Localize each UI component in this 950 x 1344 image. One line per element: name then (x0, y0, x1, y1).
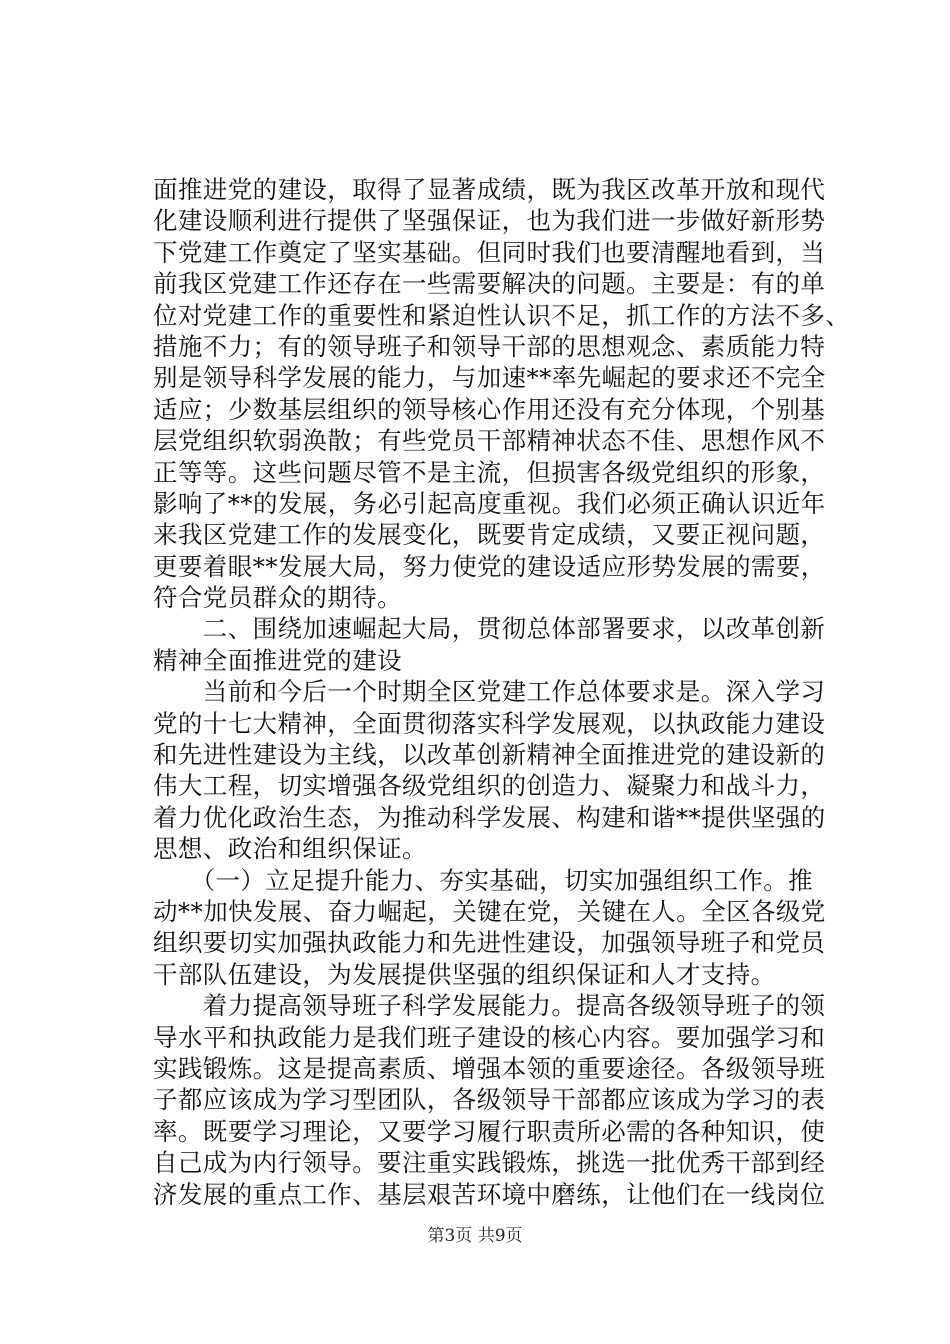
text-line: 正等等。这些问题尽管不是主流，但损害各级党组织的形象， (153, 457, 826, 487)
text-line: 更要着眼**发展大局，努力使党的建设适应形势发展的需要， (153, 551, 826, 581)
text-line: 适应；少数基层组织的领导核心作用还没有充分体现，个别基 (153, 394, 826, 424)
text-line: 济发展的重点工作、基层艰苦环境中磨练，让他们在一线岗位 (153, 1179, 826, 1209)
page-number-footer: 第3页 共9页 (427, 1226, 523, 1246)
text-line: 子都应该成为学习型团队，各级领导干部都应该成为学习的表 (153, 1085, 826, 1115)
text-line: 影响了**的发展，务必引起高度重视。我们必须正确认识近年 (153, 488, 826, 518)
text-line: 位对党建工作的重要性和紧迫性认识不足，抓工作的方法不多、 (153, 300, 851, 330)
text-line: 干部队伍建设，为发展提供坚强的组织保证和人才支持。 (153, 959, 776, 989)
text-line: 率。既要学习理论，又要学习履行职责所必需的各种知识，使 (153, 1116, 826, 1146)
text-line: 下党建工作奠定了坚实基础。但同时我们也要清醒地看到，当 (153, 237, 826, 267)
text-line: 别是领导科学发展的能力，与加速**率先崛起的要求还不完全 (153, 363, 826, 393)
text-line: 导水平和执政能力是我们班子建设的核心内容。要加强学习和 (153, 1022, 826, 1052)
body-text (153, 174, 853, 1210)
text-line: 当前和今后一个时期全区党建工作总体要求是。深入学习 (153, 677, 826, 707)
text-line: 着力优化政治生态，为推动科学发展、构建和谐**提供坚强的 (153, 802, 826, 832)
text-line: 措施不力；有的领导班子和领导干部的思想观念、素质能力特 (153, 331, 826, 361)
text-line: 思想、政治和组织保证。 (153, 834, 427, 864)
text-line: 化建设顺利进行提供了坚强保证，也为我们进一步做好新形势 (153, 206, 826, 236)
text-line: 动**加快发展、奋力崛起，关键在党，关键在人。全区各级党 (153, 896, 826, 926)
text-line: 实践锻炼。这是提高素质、增强本领的重要途径。各级领导班 (153, 1053, 826, 1083)
text-line: 伟大工程，切实增强各级党组织的创造力、凝聚力和战斗力， (153, 771, 826, 801)
text-line: 二、围绕加速崛起大局，贯彻总体部署要求，以改革创新 (153, 614, 826, 644)
text-line: 来我区党建工作的发展变化，既要肯定成绩，又要正视问题， (153, 520, 826, 550)
text-line: 符合党员群众的期待。 (153, 583, 402, 613)
text-line: 自己成为内行领导。要注重实践锻炼，挑选一批优秀干部到经 (153, 1148, 826, 1178)
text-line: 层党组织软弱涣散；有些党员干部精神状态不佳、思想作风不 (153, 426, 826, 456)
text-line: 前我区党建工作还存在一些需要解决的问题。主要是：有的单 (153, 269, 826, 299)
text-line: （一）立足提升能力、夯实基础，切实加强组织工作。推 (153, 865, 814, 895)
text-line: 面推进党的建设，取得了显著成绩，既为我区改革开放和现代 (153, 175, 826, 204)
text-line: 组织要切实加强执政能力和先进性建设，加强领导班子和党员 (153, 928, 826, 958)
text-line: 和先进性建设为主线，以改革创新精神全面推进党的建设新的 (153, 740, 826, 770)
text-line: 着力提高领导班子科学发展能力。提高各级领导班子的领 (153, 991, 826, 1021)
text-line: 精神全面推进党的建设 (153, 645, 402, 675)
text-line: 党的十七大精神，全面贯彻落实科学发展观，以执政能力建设 (153, 708, 826, 738)
